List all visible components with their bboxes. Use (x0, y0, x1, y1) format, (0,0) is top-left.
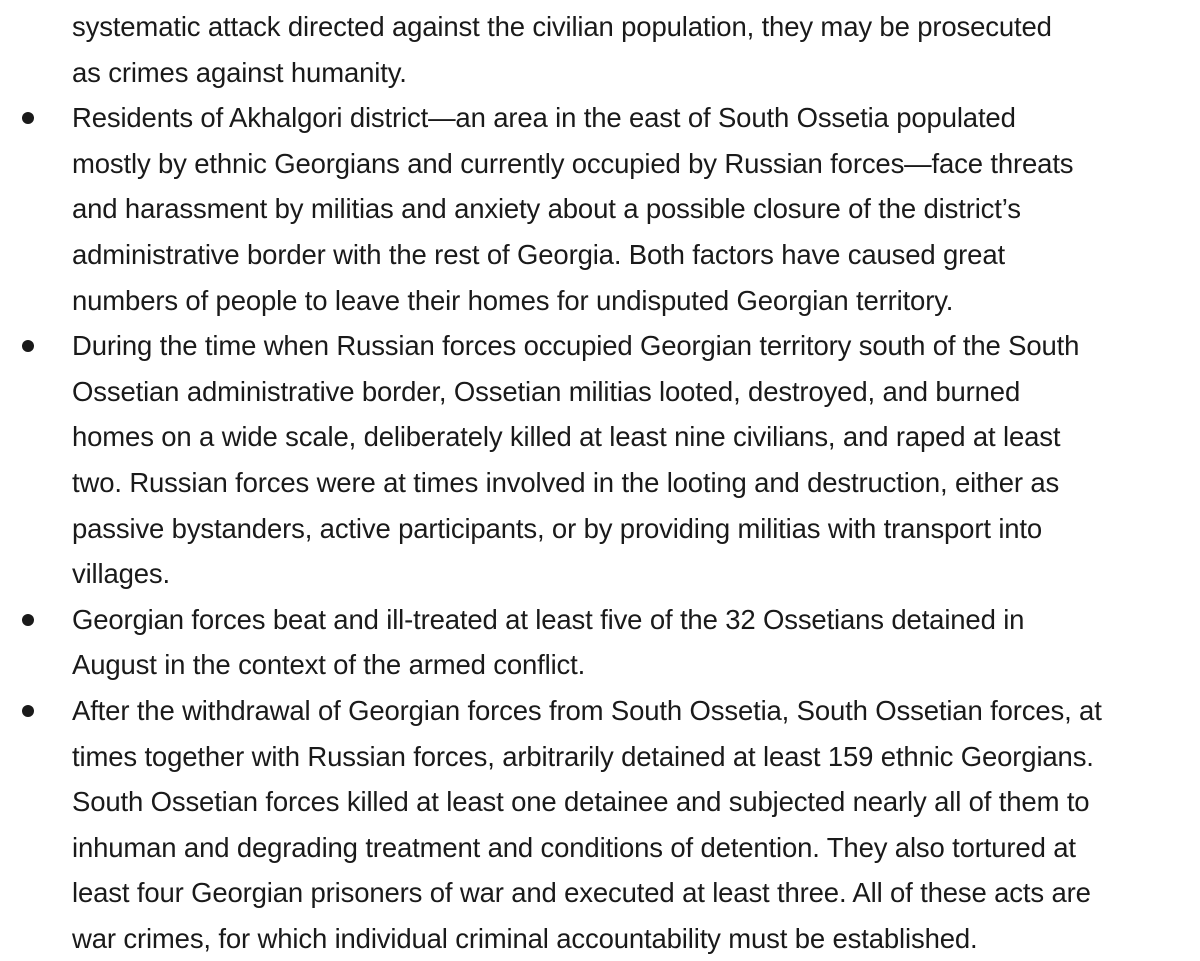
text-line: Ossetian administrative border, Ossetian militias looted, destroyed, and burned (72, 375, 1021, 407)
text-line: villages. (72, 558, 171, 590)
document-page (0, 4, 1200, 961)
text-line-content: After the withdrawal of Georgian forces from South Ossetia, South Ossetian forces, at (72, 694, 1102, 726)
text-line: numbers of people to leave their homes for undisputed Georgian territory. (72, 284, 954, 316)
text-line: August in the context of the armed conflict. (72, 649, 586, 681)
text-line: as crimes against humanity. (72, 56, 407, 88)
bullet-icon (22, 705, 34, 717)
continuation-paragraph (0, 4, 1200, 95)
text-line: least four Georgian prisoners of war and executed at least three. All of these acts are (72, 877, 1091, 909)
text-line-content: Residents of Akhalgori district—an area in the east of South Ossetia populated (72, 102, 1016, 134)
text-line: administrative border with the rest of Georgia. Both factors have caused great (72, 238, 1005, 270)
bullet-item-militias-looting (0, 323, 1200, 597)
text-line: and harassment by militias and anxiety about a possible closure of the district’s (72, 193, 1021, 225)
bullet-item-akhalgori (0, 95, 1200, 323)
text-line: two. Russian forces were at times involved in the looting and destruction, either as (72, 466, 1060, 498)
text-line-content: During the time when Russian forces occupied Georgian territory south of the South (72, 330, 1080, 362)
text-line: systematic attack directed against the civilian population, they may be prosecuted (72, 11, 1052, 42)
text-line: homes on a wide scale, deliberately killed at least nine civilians, and raped at least (72, 421, 1061, 453)
text-line (0, 688, 1200, 734)
bullet-item-georgian-forces (0, 597, 1200, 688)
text-line-content: Georgian forces beat and ill-treated at least five of the 32 Ossetians detained in (72, 603, 1025, 635)
bullet-icon (22, 340, 34, 352)
text-line (0, 95, 1200, 141)
text-line: South Ossetian forces killed at least one detainee and subjected nearly all of them to (72, 786, 1090, 818)
text-line: war crimes, for which individual criminal accountability must be established. (72, 922, 978, 954)
text-line: mostly by ethnic Georgians and currently occupied by Russian forces—face threats (72, 147, 1074, 179)
bullet-icon (22, 614, 34, 626)
text-line: times together with Russian forces, arbitrarily detained at least 159 ethnic Georgians. (72, 740, 1094, 772)
text-line: passive bystanders, active participants, or by providing militias with transport into (72, 512, 1043, 544)
text-line: inhuman and degrading treatment and conditions of detention. They also tortured at (72, 831, 1076, 863)
text-line (0, 597, 1200, 643)
bullet-item-detentions (0, 688, 1200, 961)
text-line (0, 323, 1200, 369)
bullet-icon (22, 112, 34, 124)
